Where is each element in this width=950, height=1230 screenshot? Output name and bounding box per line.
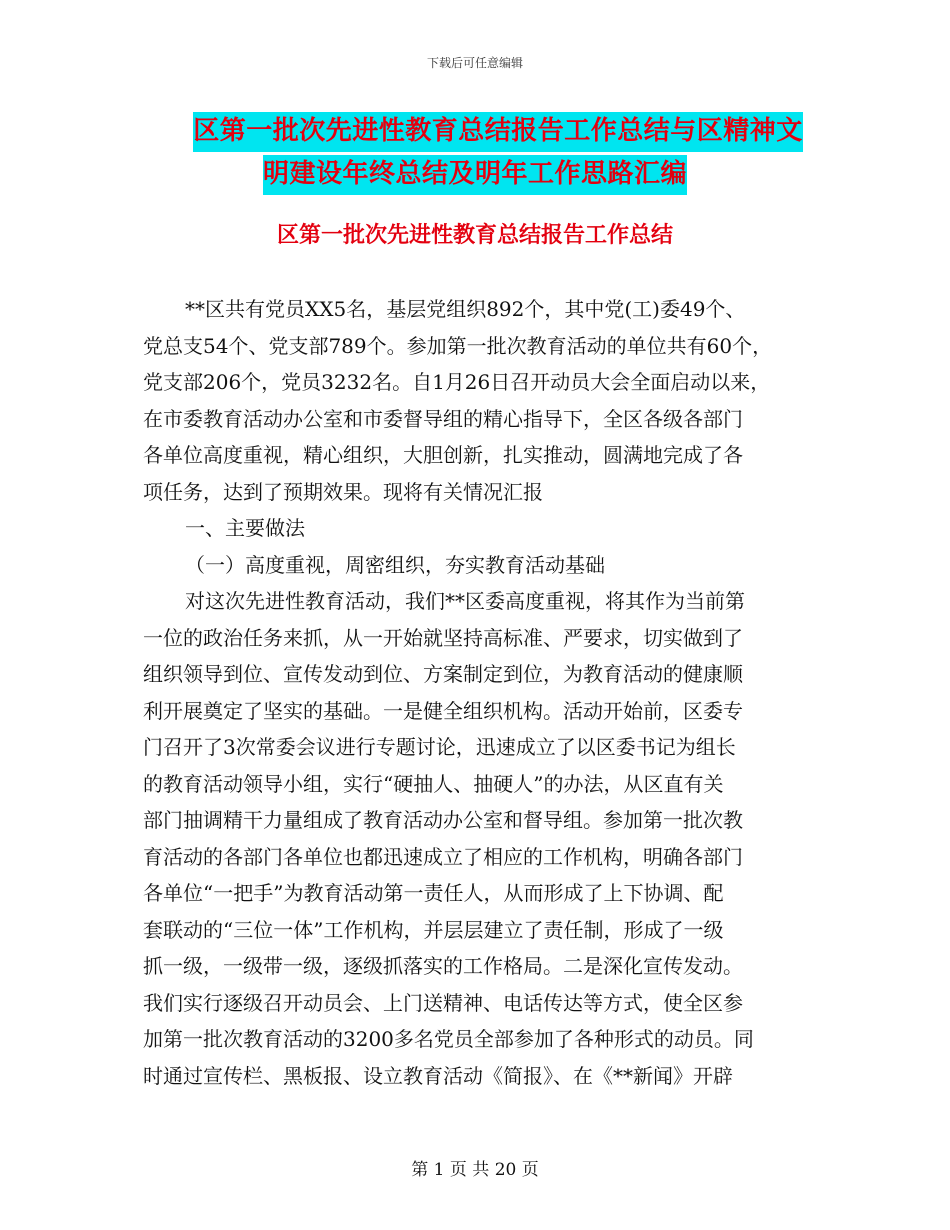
page-number: 第 1 页 共 20 页 bbox=[411, 1160, 539, 1180]
subheading-line: （一）高度重视，周密组织，夯实教育活动基础 bbox=[185, 552, 605, 577]
paragraph-line: **区共有党员XX5名，基层党组织892个，其中党(工)委49个、 bbox=[185, 297, 746, 321]
main-title-line-2-text: 明建设年终总结及明年工作思路汇编 bbox=[263, 155, 687, 195]
paragraph-line: 项任务，达到了预期效果。现将有关情况汇报 bbox=[143, 479, 543, 504]
paragraph-line: 加第一批次教育活动的3200多名党员全部参加了各种形式的动员。同 bbox=[143, 1027, 754, 1051]
header-note: 下载后可任意编辑 bbox=[426, 56, 523, 70]
paragraph-line: 的教育活动领导小组，实行“硬抽人、抽硬人”的办法，从区直有关 bbox=[143, 771, 724, 796]
paragraph-line: 套联动的“三位一体”工作机构，并层层建立了责任制，形成了一级 bbox=[143, 917, 724, 942]
heading-line: 一、主要做法 bbox=[185, 516, 305, 540]
paragraph-line: 党总支54个、党支部789个。参加第一批次教育活动的单位共有60个， bbox=[143, 333, 773, 358]
paragraph-line: 育活动的各部门各单位也都迅速成立了相应的工作机构，明确各部门 bbox=[143, 844, 743, 869]
section-title: 区第一批次先进性教育总结报告工作总结 bbox=[276, 222, 673, 248]
paragraph-line: 门召开了3次常委会议进行专题讨论，迅速成立了以区委书记为组长 bbox=[143, 735, 736, 759]
paragraph-line: 我们实行逐级召开动员会、上门送精神、电话传达等方式，使全区参 bbox=[143, 990, 743, 1015]
main-title-line-2 bbox=[0, 153, 950, 190]
paragraph-line: 各单位高度重视，精心组织，大胆创新，扎实推动，圆满地完成了各 bbox=[143, 443, 743, 467]
body-text bbox=[143, 291, 823, 1094]
main-title-line-1 bbox=[0, 110, 950, 147]
paragraph-line: 抓一级，一级带一级，逐级抓落实的工作格局。二是深化宣传发动。 bbox=[143, 954, 743, 978]
paragraph-line: 在市委教育活动办公室和市委督导组的精心指导下，全区各级各部门 bbox=[143, 406, 743, 431]
main-title-line-1-text: 区第一批次先进性教育总结报告工作总结与区精神文 bbox=[193, 112, 803, 152]
paragraph-line: 时通过宣传栏、黑板报、设立教育活动《简报》、在《**新闻》开辟 bbox=[143, 1063, 733, 1088]
paragraph-line: 党支部206个，党员3232名。自1月26日召开动员大会全面启动以来， bbox=[143, 370, 771, 394]
paragraph-line: 各单位“一把手”为教育活动第一责任人，从而形成了上下协调、配 bbox=[143, 881, 724, 905]
paragraph-line: 对这次先进性教育活动，我们**区委高度重视，将其作为当前第 bbox=[185, 589, 745, 613]
paragraph-line: 利开展奠定了坚实的基础。一是健全组织机构。活动开始前，区委专 bbox=[143, 698, 743, 723]
paragraph-line: 组织领导到位、宣传发动到位、方案制定到位，为教育活动的健康顺 bbox=[143, 662, 743, 686]
paragraph-line: 部门抽调精干力量组成了教育活动办公室和督导组。参加第一批次教 bbox=[143, 808, 743, 832]
paragraph-line: 一位的政治任务来抓，从一开始就坚持高标准、严要求，切实做到了 bbox=[143, 625, 743, 650]
